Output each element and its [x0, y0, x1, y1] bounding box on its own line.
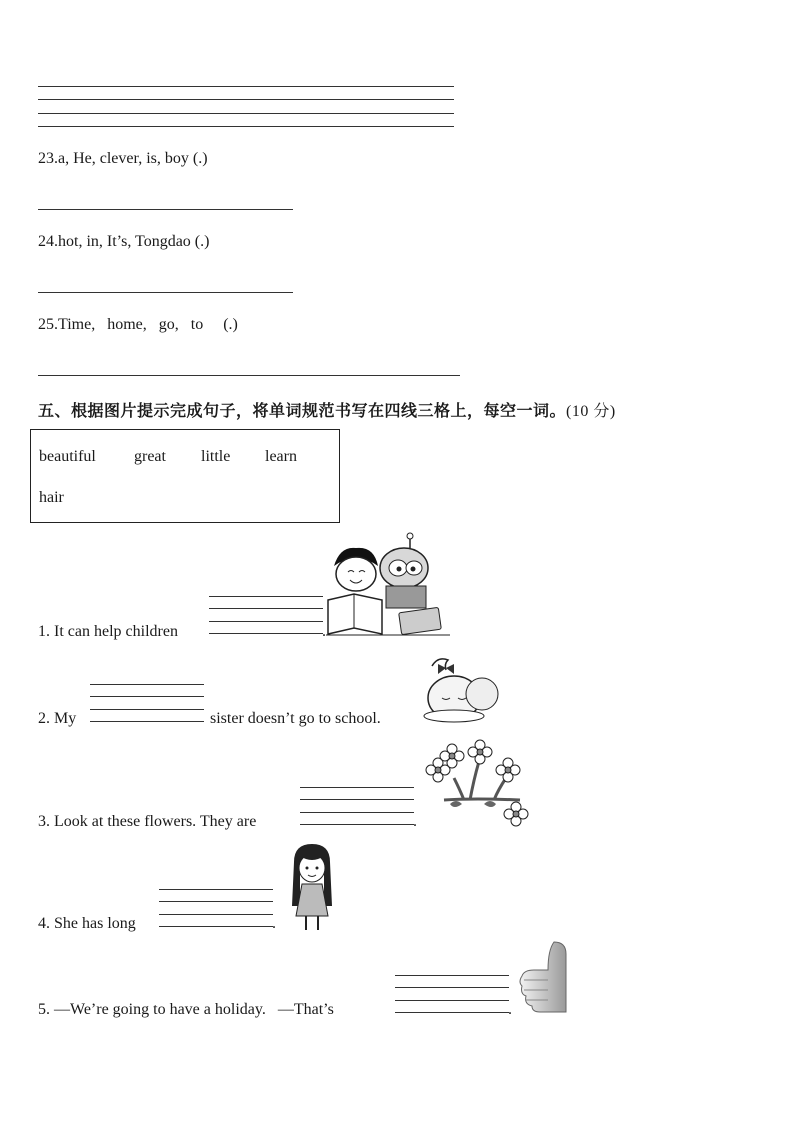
- item-3-blank[interactable]: [300, 787, 414, 825]
- word-bank: [30, 429, 340, 523]
- flowers-image: [424, 738, 532, 828]
- item-1-text: 1. It can help children: [38, 623, 178, 640]
- item-2-blank[interactable]: [90, 684, 204, 722]
- sleeping-baby-image: [414, 654, 502, 726]
- question-23: 23.a, He, clever, is, boy (.): [38, 150, 208, 167]
- word-bank-item: little: [201, 448, 231, 465]
- item-1-period: .: [322, 623, 326, 640]
- item-5-period: .: [508, 1001, 512, 1018]
- item-4-text: 4. She has long: [38, 915, 136, 932]
- word-bank-item: great: [134, 448, 166, 465]
- word-bank-item: learn: [265, 448, 297, 465]
- question-24: 24.hot, in, It’s, Tongdao (.): [38, 233, 210, 250]
- answer-line-23[interactable]: [38, 209, 293, 210]
- answer-line-24[interactable]: [38, 292, 293, 293]
- item-3-text: 3. Look at these flowers. They are: [38, 813, 257, 830]
- boy-robot-reading-image: [326, 532, 450, 636]
- section-5-title: 五、根据图片提示完成句子，将单词规范书写在四线三格上，每空一词。(10 分): [38, 401, 616, 420]
- word-bank-item: hair: [39, 489, 64, 506]
- item-4-period: .: [272, 915, 276, 932]
- section-5-points: (10 分): [566, 403, 616, 420]
- item-2-text: 2. My: [38, 710, 77, 727]
- answer-line-25[interactable]: [38, 375, 460, 376]
- item-1-blank[interactable]: [209, 596, 323, 634]
- item-5-blank[interactable]: [395, 975, 509, 1013]
- question-25: 25.Time, home, go, to (.): [38, 316, 238, 333]
- item-5-text: 5. —We’re going to have a holiday. —That’s: [38, 1001, 334, 1018]
- item-4-blank[interactable]: [159, 889, 273, 927]
- word-bank-item: beautiful: [39, 448, 96, 465]
- girl-image: [286, 842, 338, 932]
- item-3-period: .: [413, 813, 417, 830]
- item-2-after: sister doesn’t go to school.: [210, 710, 381, 727]
- thumbs-up-icon: [518, 940, 578, 1016]
